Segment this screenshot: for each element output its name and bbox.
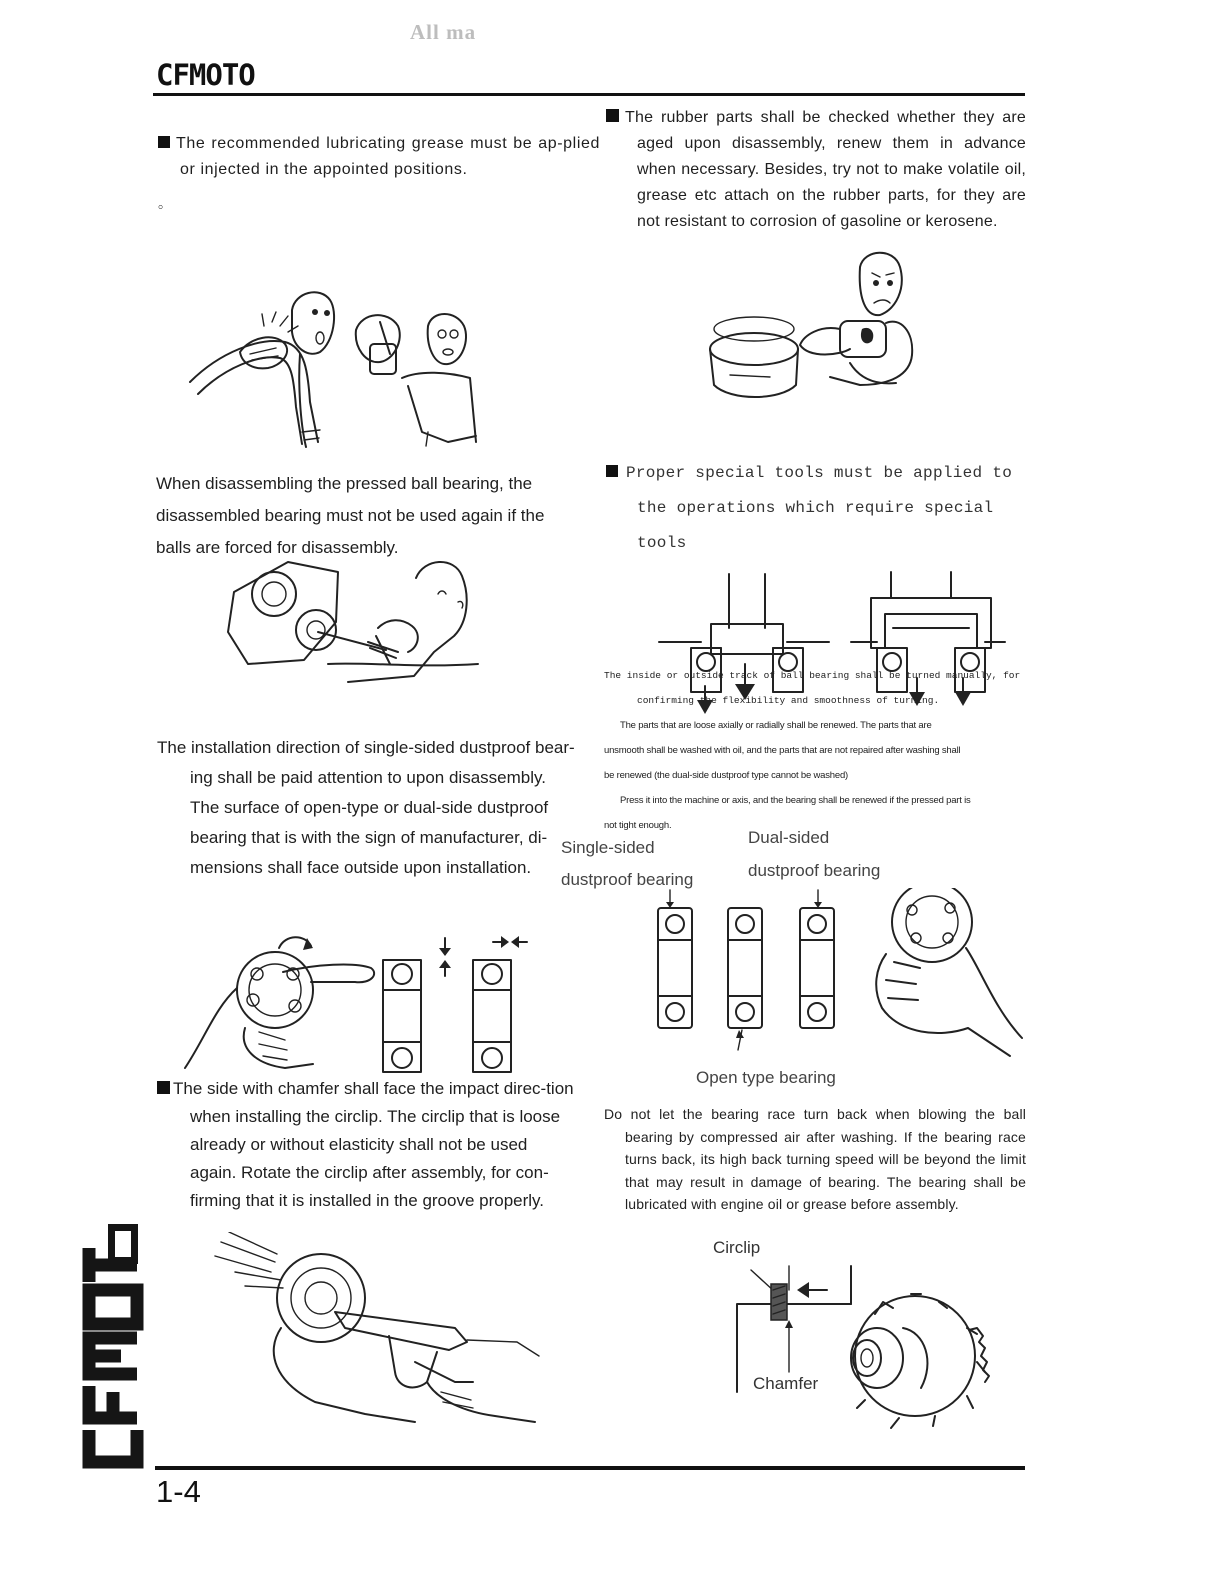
single-sided-label-2: dustproof bearing: [561, 870, 694, 889]
grease-hose-illustration: [180, 282, 500, 452]
air-blowing-illustration: [205, 1232, 545, 1432]
rubber-parts-illustration: [700, 245, 920, 405]
installation-direction-note: The installation direction of single-sided dustproof bear-ing shall be paid attention to upon disassembly. The surface of open-type or dual-side dustproof bearing that is with the sign of manufacturer, di-mensions shall face outside upon installation.: [157, 738, 575, 877]
open-type-label: Open type bearing: [696, 1068, 836, 1087]
bearing-removal-illustration: [218, 552, 488, 697]
brand-title: CFMOTO: [156, 58, 255, 92]
watermark: All ma: [410, 20, 477, 44]
square-bullet-icon: [606, 465, 618, 477]
square-bullet-icon: [157, 1081, 170, 1094]
circlip-note: The side with chamfer shall face the impact direc-tion when installing the circlip. The circlip that is loose already or without elasticity shall not be used again. Rotate the circlip after assembly, for con-firming that it is installed in the groove properly.: [157, 1075, 577, 1215]
bearing-rotation-illustration: [175, 928, 535, 1078]
circlip-chamfer-illustration: [715, 1262, 1005, 1432]
cfmoto-logo-o-icon: [108, 1221, 138, 1267]
rubber-parts-note: The rubber parts shall be checked whether they are aged upon disassembly, renew them in advance when necessary. Besides, try not to make volatile oil, grease etc attach on the rubber parts, for they are not resistant to corrosion of gasoline or kerosene.: [606, 105, 1026, 235]
dual-sided-label-2: dustproof bearing: [748, 861, 881, 880]
square-bullet-icon: [606, 109, 619, 122]
loose-parts-note: The parts that are loose axially or radially shall be renewed. The parts that are unsmooth shall be washed with oil, and the parts that are not repaired after washing shall be renewed (the dual-side dustproof type cannot be washed) Press it into the machine or axis, and the bearing shall be renewed if the pressed part is not tight enough.: [604, 720, 971, 831]
circlip-label: Circlip: [713, 1238, 761, 1257]
special-tools-note: Proper special tools must be applied to the operations which require special tools: [606, 456, 1026, 561]
lubricating-grease-note: The recommended lubricating grease must be ap-plied or injected in the appointed positions.: [158, 131, 600, 183]
chamfer-label: Chamfer: [753, 1374, 819, 1393]
compressed-air-note: Do not let the bearing race turn back when blowing the ball bearing by compressed air after washing. If the bearing race turns back, its high back turning speed will be beyond the limit that may result in damage of bearing. The bearing shall be lubricated with engine oil or grease before assembly.: [604, 1106, 1026, 1212]
header-rule: [153, 93, 1025, 96]
single-sided-label-1: Single-sided: [561, 838, 655, 857]
page-number: 1-4: [156, 1474, 201, 1509]
dual-sided-label-1: Dual-sided: [748, 828, 830, 847]
square-bullet-icon: [158, 136, 170, 148]
footer-rule: [155, 1466, 1025, 1470]
bearing-track-note: The inside or outside track of ball bearing shall be turned manually, for confirming the flexibility and smoothness of turning.: [604, 670, 1021, 706]
small-mark: 。: [158, 195, 172, 211]
bearing-types-illustration: [650, 888, 1030, 1068]
pressed-bearing-note: When disassembling the pressed ball bearing, the disassembled bearing must not be used again if the balls are forced for disassembly.: [156, 474, 545, 557]
